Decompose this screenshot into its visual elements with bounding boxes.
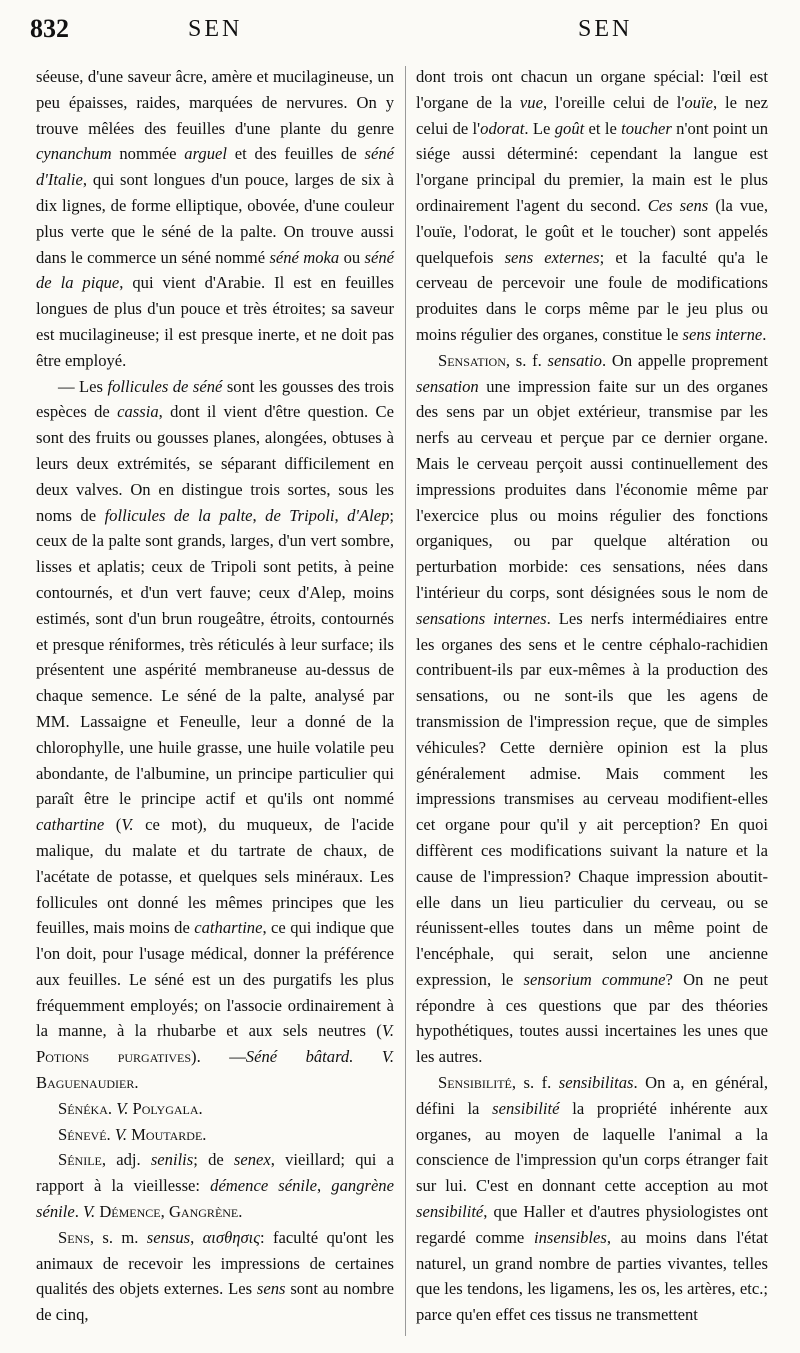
text-run: ,	[252, 505, 266, 525]
headword: Sens	[58, 1227, 90, 1247]
headword: Sensation	[438, 350, 506, 370]
text-run: , l'oreille celui de l'	[542, 92, 685, 112]
italic-run: V.	[121, 815, 134, 835]
text-run: ou	[339, 247, 365, 267]
text-run: n'ont point un siége aussi déterminé: cependant la langue est l'organe principal du premier, la main est le plus ordinairement l'agent du second.	[416, 118, 768, 215]
paragraph	[416, 64, 768, 348]
text-run: (la vue, l'ouïe, l'odorat, le goût et le toucher) sont appelés quelquefois	[416, 195, 768, 267]
headword: Polygala.	[132, 1098, 203, 1118]
text-run: , vieillard; qui a rapport à la vieillesse:	[36, 1150, 394, 1196]
text-run: , s. m.	[89, 1227, 147, 1247]
page-header	[0, 14, 800, 54]
headword: Potions purgatives	[36, 1047, 192, 1067]
text-run: ,	[160, 1202, 169, 1222]
italic-run: de Tripoli	[265, 505, 335, 525]
running-head-right: SEN	[578, 16, 633, 42]
italic-run: séné de la pique	[36, 247, 395, 293]
headword: Sénevé.	[58, 1124, 111, 1144]
text-run: ,	[334, 505, 348, 525]
text-run: , le nez celui de l'	[416, 92, 768, 138]
italic-run: sensation	[416, 376, 479, 396]
text-run: , s. f.	[511, 1073, 559, 1093]
entry-seneve	[36, 1122, 394, 1148]
italic-run: V.	[381, 1047, 395, 1067]
page-number: 832	[30, 14, 69, 43]
italic-run: ouïe	[684, 92, 713, 112]
italic-run: V.	[83, 1202, 96, 1222]
headword: Démence	[99, 1202, 161, 1222]
italic-run: sensus	[146, 1227, 191, 1247]
italic-run: cathartine	[36, 815, 105, 835]
text-run: ce mot), du muqueux, de l'acide malique, du malate et du tartrate de chaux, de l'acétate de potasse, et quelques sels minéraux. Les follicules ont donné les mêmes principes que les feuilles, mais moins de	[36, 815, 394, 938]
text-run: sont les gousses des trois espèces de	[36, 376, 394, 422]
text-run: . Le	[524, 118, 555, 138]
text-run	[353, 1047, 381, 1066]
italic-run: arguel	[184, 144, 227, 164]
italic-run: senilis	[150, 1150, 194, 1170]
text-run: ). —	[191, 1047, 246, 1067]
italic-run: gangrène sénile	[36, 1176, 394, 1222]
italic-run: follicules de la palte	[104, 505, 253, 525]
text-run: , ce qui indique que l'on doit, pour l'usage médical, donner la préférence aux feuilles. Le séné est un des purgatifs les plus fréquemment employés; on l'associe ordinairement à la manne, à la rhubarbe et aux sels neutres (	[36, 918, 394, 1041]
entry-seneka	[36, 1096, 394, 1122]
headword: Sénile	[58, 1150, 102, 1170]
text-run: , adj.	[101, 1150, 151, 1170]
text-run: (	[104, 815, 122, 835]
italic-run: V.	[381, 1021, 394, 1041]
entry-senile	[36, 1147, 394, 1224]
text-run: ; et la faculté qu'a le cerveau de percevoir une foule de modifications produites dans le corps même par le jeu plus ou moins régulier des organes, constitue le	[416, 247, 768, 344]
italic-run: d'Alep	[347, 505, 390, 525]
italic-run: sensibilité	[492, 1098, 560, 1118]
text-run: : faculté qu'ont les animaux de recevoir les impressions de certaines qualités des objets externes. Les	[36, 1227, 395, 1299]
italic-run: sens interne	[682, 324, 763, 344]
italic-run: αισθησις	[202, 1227, 261, 1247]
text-run: . Les nerfs intermédiaires entre les organes des sens et le centre céphalo-rachidien contribuent-ils par eux-mêmes à la production des sensations, ou ne sont-ils que les agens de transmission de l'impression reçue, que de simples véhicules? Cette dernière opinion est la plus généralement admise. Mais comment les impressions transmises au cerveau modifient-elles cet organe pour qu'il y ait perception? En quoi diffèrent ces modifications suivant la nature et la cause de l'impression? Chaque impression aboutit-elle dans un lieu particulier du cerveau, ou se réunissent-elles toutes dans un même point de l'encéphale, qui serait, selon une ancienne expression, le	[416, 608, 768, 989]
text-run: nommée	[111, 144, 185, 164]
headword: Sensibilité	[438, 1073, 512, 1093]
entry-sensibilite	[416, 1070, 768, 1328]
text-run: — Les	[58, 376, 108, 396]
italic-run: goût	[554, 118, 585, 138]
text-run: . On a, en général, défini la	[416, 1073, 769, 1118]
text-run: dont trois ont chacun un organe spécial: l'œil est l'organe de la	[416, 67, 768, 112]
entry-sensation	[416, 348, 768, 1070]
text-run: , dont il vient d'être question. Ce sont des fruits ou gousses planes, alongées, obtuses à leurs deux extrémités, se séparant difficilement en deux valves. On en distingue trois sortes, sous les noms de	[36, 402, 394, 525]
text-run: , au moins dans l'état naturel, un grand nombre de parties vivantes, telles que les tendons, les ligamens, les os, les artères, etc.; parce qu'en effet ces tissus ne transmettent	[416, 1227, 768, 1325]
text-run: , qui sont longues d'un pouce, larges de six à dix lignes, de forme elliptique, obovée, d'une couleur plus verte que le séné de la palte. On trouve aussi dans le commerce un séné nommé	[36, 170, 394, 267]
italic-run: sensibilitas	[558, 1073, 634, 1093]
text-run: . On appelle proprement	[601, 350, 768, 370]
italic-run: séné moka	[269, 247, 340, 267]
italic-run: senex	[233, 1150, 271, 1170]
paragraph	[36, 64, 394, 374]
column-divider	[405, 66, 406, 1336]
text-run: , que Haller et d'autres physiologistes ont regardé comme	[416, 1202, 768, 1247]
italic-run: séné d'Italie	[36, 144, 394, 190]
left-column	[36, 64, 394, 1328]
text-run: , qui vient d'Arabie. Il est en feuilles longues de plus d'un pouce et très étroites; sa saveur est mucilagineuse; il est presque inerte, et ne doit pas être employé.	[36, 273, 394, 370]
italic-run: démence sénile	[210, 1176, 318, 1196]
text-run: la propriété inhérente aux organes, au moyen de laquelle l'animal a la conscience de l'impression qu'un corps étranger fait sur lui. C'est en donnant cette acception au mot	[416, 1098, 768, 1196]
italic-run: sensorium commune	[523, 969, 666, 989]
text-run: ,	[317, 1176, 332, 1196]
italic-run: V.	[114, 1124, 128, 1144]
text-run: ; de	[193, 1150, 234, 1170]
text-run: sont au nombre de cinq,	[36, 1279, 394, 1325]
italic-run: follicules de séné	[107, 376, 223, 396]
text-run: .	[762, 324, 767, 344]
paragraph	[36, 374, 394, 1096]
headword: Sénéka.	[58, 1098, 113, 1118]
right-column	[416, 64, 768, 1328]
italic-run: sens	[256, 1279, 286, 1299]
italic-run: V.	[116, 1098, 129, 1118]
text-run: et le	[584, 118, 622, 138]
italic-run: sensatio	[547, 350, 602, 370]
text-run: et des feuilles de	[227, 144, 365, 164]
text-run: séeuse, d'une saveur âcre, amère et mucilagineuse, un peu épaisses, raides, marquées de nervures. On y trouve mêlées des feuilles d'une plante du genre	[36, 67, 394, 138]
text-run: .	[74, 1202, 84, 1222]
italic-run: cathartine	[194, 918, 263, 938]
headword: Gangrène.	[168, 1202, 243, 1222]
italic-run: insensibles	[534, 1227, 607, 1247]
text-run: , s. f.	[505, 350, 548, 370]
italic-run: cynanchum	[36, 144, 112, 164]
italic-run: sensations internes	[416, 608, 547, 628]
headword: Baguenaudier.	[36, 1073, 139, 1093]
italic-run: odorat	[480, 118, 525, 138]
text-run: ; ceux de la palte sont grands, larges, d'un vert sombre, lisses et aplatis; ceux de Tripoli sont petits, à peine contournés, et d'un vert fauve; ceux d'Alep, moins estimés, sont d'un brun rougeâtre, étroits, contournés et presque réniformes, très réticulés à leur surface; ils présentent une aspérité membraneuse au-dessus de chaque semence. Le séné de la palte, analysé par MM. Lassaigne et Feneulle, leur a donné de la chlorophylle, une huile grasse, une huile volatile peu abondante, de l'albumine, un principe particulier qui paraît être le principe actif et qu'ils ont nommé	[36, 505, 395, 809]
italic-run: cassia	[117, 402, 159, 422]
running-head-left: SEN	[188, 16, 243, 42]
italic-run: toucher	[621, 118, 672, 138]
italic-run: sens externes	[504, 247, 600, 267]
entry-sens	[36, 1225, 394, 1328]
headword: Moutarde.	[131, 1124, 207, 1144]
italic-run: Séné bâtard.	[245, 1047, 354, 1067]
italic-run: Ces sens	[647, 195, 709, 215]
text-run: ,	[190, 1227, 203, 1247]
text-run: ? On ne peut répondre à ces questions que par des théories hypothétiques, toutes aussi incertaines les unes que les autres.	[416, 969, 768, 1067]
italic-run: vue	[519, 92, 543, 112]
text-run: une impression faite sur un des organes des sens par un objet extérieur, transmise par les nerfs au cerveau et perçue par ce dernier organe. Mais le cerveau perçoit aussi continuellement des impressions produites dans l'économie même par l'exercice plus ou moins régulier des fonctions organiques, ou par quelque altération ou perturbation morbide: ces sensations, nées dans l'intérieur du corps, sont désignées sous le nom de	[416, 376, 768, 602]
italic-run: sensibilité	[416, 1202, 484, 1222]
